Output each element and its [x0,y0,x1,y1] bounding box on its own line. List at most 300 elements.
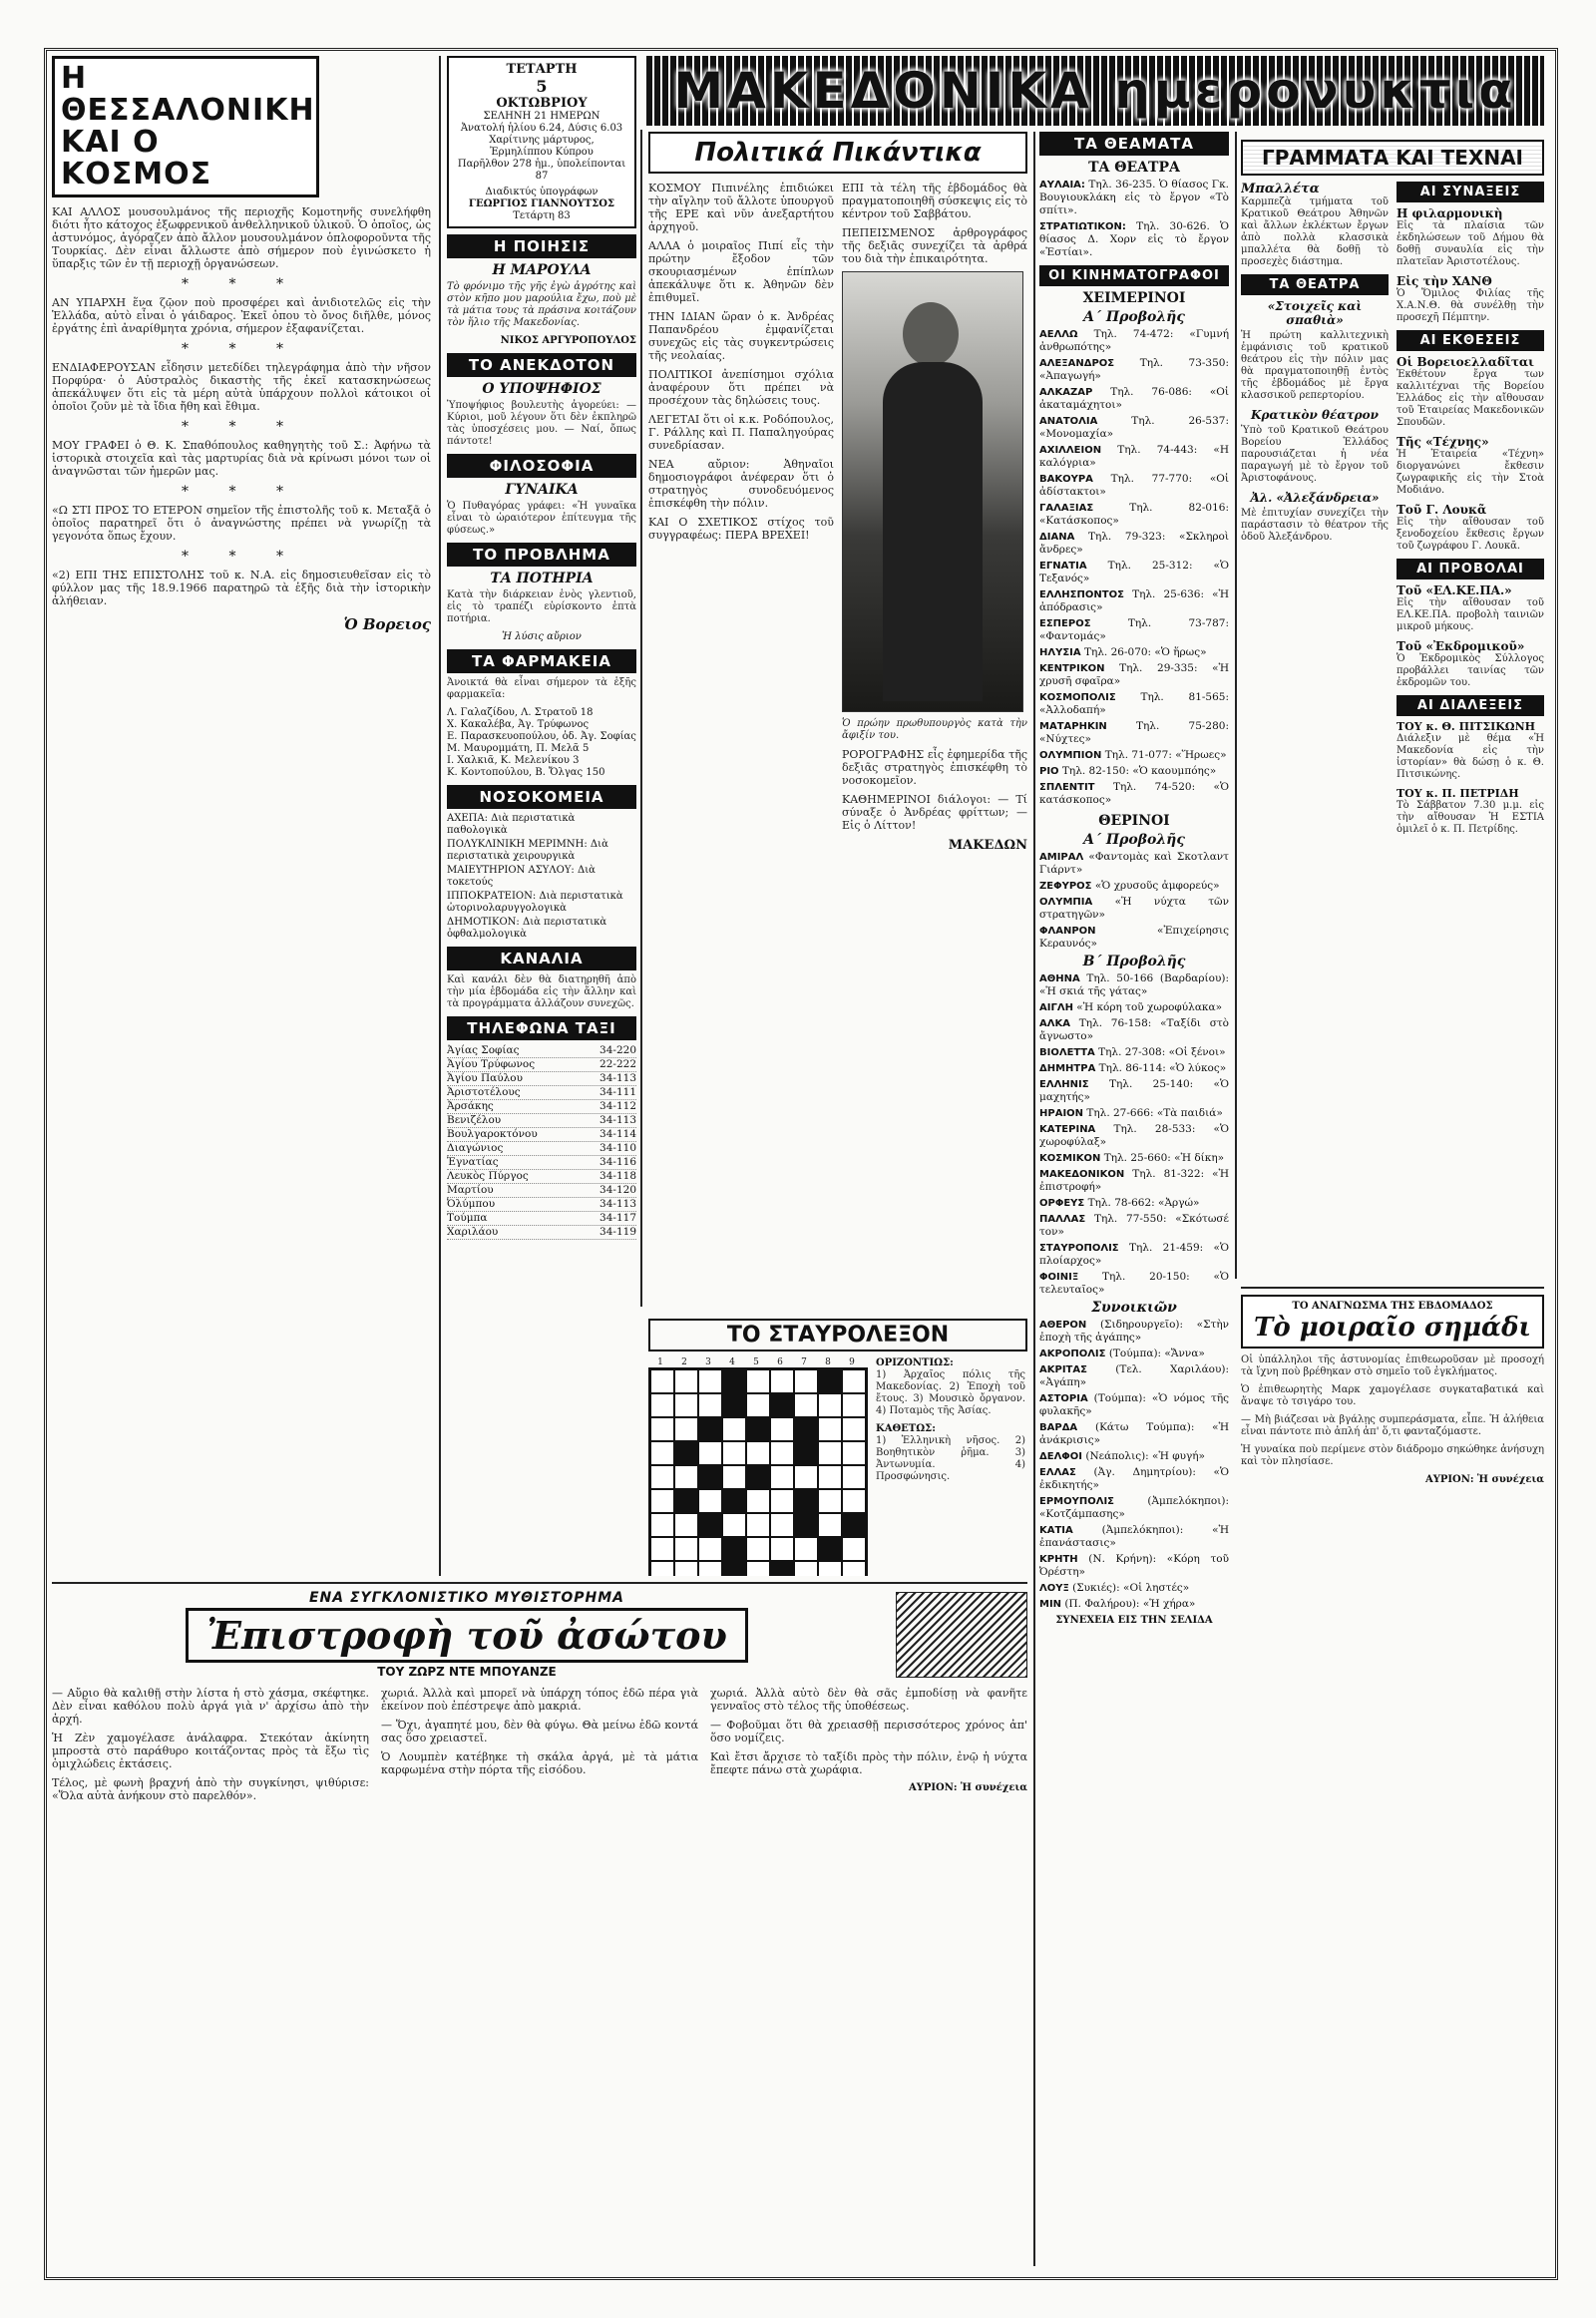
crossword-cell [650,1561,674,1576]
crossword-cell [842,1465,866,1489]
politics-paragraph: ΕΠΙ τὰ τέλη τῆς ἑβδομάδος θὰ πραγματοποιηθῆ σύσκεψις εἰς τὸ κέντρον τοῦ Σαββάτου. [842,182,1027,220]
crossword-cell [818,1513,842,1537]
meetings-title-1: Η φιλαρμονικὴ [1396,206,1503,220]
taxi-stand-number: 34-119 [599,1226,636,1238]
photo-figure [903,302,959,366]
crossword-cell [842,1417,866,1441]
summer-cinema-item-name: ΦΛΑΝΡΟΝ [1039,926,1096,937]
date-day: ΤΕΤΑΡΤΗ [506,62,578,77]
crossword-cell [770,1369,794,1393]
suburb-cinema-item-name: ΔΕΛΦΟΙ [1039,1451,1083,1462]
problem-heading: ΤΟ ΠΡΟΒΛΗΜΑ [447,543,636,567]
second-run-cinema-item-text: Τηλ. 78-662: «Ἀργώ» [1087,1197,1200,1209]
crossword-cell [770,1465,794,1489]
crossword-cell [674,1537,698,1561]
crossword-black-cell [770,1393,794,1417]
crossword-cell [770,1489,794,1513]
politics-paragraph: ΛΕΓΕΤΑΙ ὅτι οἱ κ.κ. Ροδόπουλος, Γ. Ράλλης καὶ Π. Παπαληγούρας συνεδρίασαν. [648,413,834,452]
crossword-black-cell [794,1417,818,1441]
crossword-cell [674,1393,698,1417]
politics-section [648,132,1027,1309]
channels-text: Καὶ κανάλι δὲν θὰ διατηρηθῆ ἀπὸ τὴν μία ἑβδομάδα εἰς τὴν ἄλλην καὶ τὰ προγράμματα ἀλλάζουν συνεχῶς. [447,974,636,1009]
crossword-cell [698,1489,722,1513]
taxi-stand-number: 34-113 [599,1198,636,1210]
serial-banner [52,1590,1027,1679]
crossword-horizontal-clues: 1) Ἀρχαῖος πόλις τῆς Μακεδονίας. 2) Ἐποχὴ τοῦ ἔτους. 3) Μουσικὸ ὄργανον. 4) Ποταμὸς τῆς Ἀσίας. [876,1369,1025,1416]
suburb-cinema-item [1039,1319,1229,1345]
politics-paragraph: ΡΟΡΟΓΡΑΦΗΣ εἶς ἐφημερίδα τῆς δεξιᾶς στρατηγὸς ἐπισκέφθη τὸ νοσοκομεῖον. [842,748,1027,787]
serial-paragraph: Τέλος, μὲ φωνὴ βραχνή ἀπὸ τὴν συγκίνησι, ψιθύρισε: «Ὅλα αὐτὰ ἀνήκουν στὸ παρελθόν». [52,1776,369,1802]
anecdote-heading: ΤΟ ΑΝΕΚΔΟΤΟΝ [447,353,636,377]
crossword-col-number: 9 [849,1357,855,1367]
politics-heading: Πολιτικά Πικάντικα [648,132,1027,174]
politics-paragraph: ΑΛΛΑ ὁ μοιραῖος Πιπί εἶς τὴν πρώτην ἔξοδον τῶν σκουριασμένων ἐπίπλων ἀπεκάλυψε ὅτι κ. Ἀθηνῶν δὲν ἐπιθυμεῖ. [648,239,834,304]
theater-item-name: ΣΤΡΑΤΙΩΤΙΚΟΝ: [1039,221,1126,232]
problem-title: ΤΑ ΠΟΤΗΡΙΑ [490,571,594,586]
ballet-text: Καρμπεζὰ τμήματα τοῦ Κρατικοῦ Θεάτρου Ἀθηνῶν καὶ ἄλλων ἐκλέκτων ἔργων ἀπὸ πολλὰ κλασσικὰ μπαλλέτα θὰ δοθῇ τὸ προσεχὲς διάστημα. [1241,196,1389,267]
cinema-list [1039,328,1229,807]
first-run-heading: Α΄ Προβολῆς [1083,309,1185,325]
cinema-item [1039,502,1229,528]
serial-title: Ἐπιστροφὴ τοῦ ἀσώτου [186,1608,748,1663]
politics-paragraph: ΠΟΛΙΤΙΚΟΙ ἀνεπίσημοι σχόλια ἀναφέρουν ὅτι πρέπει νὰ προσέχουν τὰς δηλώσεις τους. [648,368,834,407]
weekly-reading-banner [1241,1295,1544,1349]
summer-cinema-item [1039,896,1229,922]
pharmacy-item: Λ. Γαλαζίδου, Λ. Στρατοῦ 18 [447,707,594,718]
serial-paragraph: — Αὔριο θὰ καλιθῇ στὴν λίστα ἡ στὸ χάσμα, σκέφτηκε. Δὲν εἶναι καθόλου πολὺ ἀργά γιὰ ν' ἀρχίσω ἀπὸ τὴν ἀρχή. [52,1687,369,1726]
summer-cinema-item-name: ΟΛΥΜΠΙΑ [1039,897,1093,908]
crossword-black-cell [842,1513,866,1537]
crossword-cell [698,1561,722,1576]
crossword-col-number: 5 [753,1357,759,1367]
suburb-cinema-item-name: ΛΟΥΞ [1039,1583,1069,1594]
second-run-cinema-item-name: ΑΘΗΝΑ [1039,973,1080,984]
taxi-stand-number: 34-113 [599,1114,636,1126]
second-run-cinema-item [1039,1107,1229,1120]
serial-novel-section [52,1590,1027,2266]
lectures-text-2: Τὸ Σάββατον 7.30 μ.μ. εἰς τὴν αἴθουσαν Ἡ ΕΣΤΙΑ ὁμιλεῖ ὁ κ. Π. Πετρίδης. [1396,800,1544,835]
lectures-title: ΤΟΥ κ. Θ. ΠΙΤΣΙΚΩΝΗ [1396,720,1536,733]
taxi-stand-name: Ἐγνατίας [447,1156,499,1168]
politics-paragraph: ΤΗΝ ΙΔΙΑΝ ὥραν ὁ κ. Ἀνδρέας Παπανδρέου ἐμφανίζεται συνεχῶς εἰς τὰς συγκεντρώσεις τῆς νεολαίας. [648,310,834,362]
weekly-reading-section [1241,1287,1544,2268]
crossword-cell [746,1537,770,1561]
second-run-cinema-item [1039,1062,1229,1075]
theatre-text-2: Ὑπὸ τοῦ Κρατικοῦ Θεάτρου Βορείου Ἑλλάδος παρουσιάζεται ἡ νέα παραγωγή μὲ τὸ ἔργον τοῦ Ἀριστοφάνους. [1241,425,1389,484]
serial-paragraph: — Φοβοῦμαι ὅτι θὰ χρειασθῇ περισσότερος χρόνος ἀπ' ὅσο νομίζεις. [710,1719,1027,1744]
left-paragraph-4: ΜΟΥ ΓΡΑΦΕΙ ὁ Θ. Κ. Σπαθόπουλος καθηγητὴς τοῦ Σ.: Ἀφήνω τὰ ἱστορικὰ στοιχεῖα καὶ τὰς μαρτυρίας διὰ νὰ κρίνωσι μόνοι των οἱ ἀναγνῶσται τῶν ἡμερῶν μας. [52,439,431,478]
taxi-stand-name: Διαγώνιος [447,1142,504,1154]
problem-answer-note: Ἡ λύσις αὔριον [502,631,582,642]
crossword-cell [698,1537,722,1561]
pharmacy-item: Χ. Κακαλέβα, Ἀγ. Τρύφωνος [447,719,590,730]
second-run-cinema-item-text: Τηλ. 27-666: «Τὰ παιδιά» [1086,1107,1223,1119]
cinema-item [1039,386,1229,412]
second-run-cinema-item-name: ΒΙΟΛΕΤΤΑ [1039,1047,1095,1058]
crossword-black-cell [722,1489,746,1513]
photo-figure-body [883,362,983,701]
politics-signature: ΜΑΚΕΔΩΝ [948,838,1027,853]
cinema-item [1039,588,1229,614]
taxi-stand-number: 34-113 [599,1072,636,1084]
taxi-phone-row [447,1072,636,1086]
separator-stars: * * * [182,341,301,357]
theater-item [1039,220,1229,259]
cinema-item-text: Τηλ. 26-537: «Μονομαχία» [1039,415,1229,440]
crossword-black-cell [818,1537,842,1561]
cinema-item [1039,749,1229,762]
date-box [447,56,636,228]
serial-continued: ΑΥΡΙΟΝ: Ἡ συνέχεια [908,1782,1027,1793]
cinema-item-text: Τηλ. 77-770: «Οἱ ἀδίστακτοι» [1039,473,1229,498]
summer-cinema-item [1039,880,1229,893]
lectures-title-2: ΤΟΥ κ. Π. ΠΕΤΡΙΔΗ [1396,787,1519,800]
cinema-item-text: Τηλ. 81-565: «Ἀλλοδαπή» [1039,691,1229,716]
screenings-title-1: Τοῦ «ΕΛ.ΚΕ.ΠΑ.» [1396,583,1512,597]
left-column [52,56,431,1576]
weekly-reading-continued: ΑΥΡΙΟΝ: Ἡ συνέχεια [1424,1474,1544,1485]
second-run-cinema-item-name: ΑΛΚΑ [1039,1018,1070,1029]
suburbs-heading: Συνοικιῶν [1091,1300,1177,1316]
crossword-col-numbers [648,1357,864,1367]
second-run-cinema-item-text: Τηλ. 50-166 (Βαρδαρίου): «Ἡ σκιά τῆς γάτας» [1039,972,1229,997]
cinema-item-text: Τηλ. 26-070: «Ὁ ἥρως» [1083,646,1207,658]
separator-stars: * * * [182,419,301,435]
meetings-text-1: Εἰς τὰ πλαίσια τῶν ἐκδηλώσεων τοῦ Δήμου θὰ δοθῇ συναυλία εἰς τὴν πλατεῖαν Ἀριστοτέλους. [1396,220,1544,267]
second-run-cinema-item-text: «Ἡ κόρη τοῦ χωροφύλακα» [1076,1001,1222,1013]
exhibits-text-3: Εἰς τὴν αἴθουσαν τοῦ ξενοδοχείου ἔκθεσις ἔργων τοῦ ζωγράφου Γ. Λουκᾶ. [1396,517,1544,552]
suburb-cinema-list [1039,1319,1229,1611]
letters-arts-column [1241,140,1544,1277]
crossword-cell [746,1441,770,1465]
taxi-phone-row [447,1100,636,1114]
crossword-black-cell [770,1561,794,1576]
cinema-item-name: ΑΧΙΛΛΕΙΟΝ [1039,445,1102,456]
crossword-cell [650,1489,674,1513]
left-paragraph-3: ΕΝΔΙΑΦΕΡΟΥΣΑΝ εἶδησιν μετεδίδει τηλεγράφημα ἀπὸ τὴν νῆσον Πορφύρα· ὁ Αὐστραλὸς δικαστὴς τῆς ἐκεῖ κατασκηνώσεως ἀπεκάλυψεν ὅτι εἰς τὰ μέρη αὐτὰ ὑπάρχουν πολλοὶ κάτοικοι οἱ ὁποῖοι ζοῦν μὲ τὰ ἴδια ἤθη καὶ ἔθιμα. [52,361,431,413]
taxi-stand-name: Ἀρσάκης [447,1100,494,1112]
cinema-item-text: Τηλ. 76-086: «Οἱ ἀκαταμάχητοι» [1039,386,1229,411]
second-run-cinema-item-name: ΔΗΜΗΤΡΑ [1039,1063,1096,1074]
poem-author: ΝΙΚΟΣ ΑΡΓΥΡΟΠΟΥΛΟΣ [500,335,636,346]
suburb-cinema-item [1039,1582,1229,1595]
crossword-cell [842,1537,866,1561]
philosophy-text: Ὁ Πυθαγόρας γράφει: «Ἡ γυναῖκα εἶναι τὸ ὡραιότερον ἐπίτευγμα τῆς φύσεως.» [447,501,636,536]
left-paragraph-6: «2) ΕΠΙ ΤΗΣ ΕΠΙΣΤΟΛΗΣ τοῦ κ. Ν.Α. εἰς δημοσιευθεῖσαν εἰς τὸ φύλλον μας τῆς 18.9.1966 παρατηρῶ τὰ ἑξῆς διὰ τὴν ἱστορικὴν ἀλήθειαν. [52,569,431,607]
taxi-stand-name: Ἀριστοτέλους [447,1086,521,1098]
second-run-cinema-item-text: Τηλ. 76-158: «Ταξίδι στὸ ἄγνωστο» [1039,1017,1229,1042]
cinema-item [1039,444,1229,470]
second-run-cinema-item-name: ΚΑΤΕΡΙΝΑ [1039,1124,1096,1135]
taxi-phone-row [447,1226,636,1240]
crossword-cell [650,1465,674,1489]
left-paragraph-5: «Ω ΣΤΙ ΠΡΟΣ ΤΟ ΕΤΕΡΟΝ σημεῖον τῆς ἐπιστολῆς τοῦ κ. Μεταξᾶ ὁ ὁποῖος παρατηρεῖ ὅτι ὁ ἀναγνώστης πρέπει νὰ γνωρίζῃ τὰ γεγονότα ὅπως ἔχουν. [52,504,431,543]
cinema-item-name: ΟΛΥΜΠΙΟΝ [1039,750,1102,761]
politics-paragraph: ΚΑΘΗΜΕΡΙΝΟΙ διάλογοι: — Τί σύναξε ὁ Ἀνδρέας φρίττων; — Εἰς ὁ Λίττον! [842,793,1027,832]
second-run-cinema-item-text: Τηλ. 81-322: «Ἡ ἐπιστροφή» [1039,1168,1229,1193]
taxi-stand-number: 34-118 [599,1170,636,1182]
crossword-cell [794,1369,818,1393]
suburb-cinema-item-name: ΑΣΤΟΡΙΑ [1039,1393,1088,1404]
serial-illustration [896,1592,1027,1678]
cinema-item [1039,781,1229,807]
summer-cinemas-heading: ΘΕΡΙΝΟΙ [1098,813,1170,829]
crossword-section [648,1319,1027,1576]
taxi-stand-number: 34-112 [599,1100,636,1112]
suburb-cinema-item-name: ΑΚΡΟΠΟΛΙΣ [1039,1349,1106,1359]
crossword-black-cell [746,1417,770,1441]
column-rule [1033,132,1035,2266]
hospitals-heading: ΝΟΣΟΚΟΜΕΙΑ [447,785,636,809]
summer-cinema-item [1039,851,1229,877]
poem-text: Τὸ φρόνιμο τῆς γῆς ἐγὼ ἀγρότης καὶ στὸν κῆπο μου μαρούλια ἔχω, ποὺ μὲ τὰ μάτια τους τὰ πράσινα κοιτάζουν τὸν ἥλιο τῆς Μακεδονίας. [447,281,636,328]
second-run-cinema-item [1039,1242,1229,1268]
crossword-vertical-clues: 1) Ἑλληνικὴ νῆσος. 2) Βοηθητικὸν ῥῆμα. 3) Ἀντωνυμία. 4) Προσφώνησις. [876,1435,1025,1482]
second-run-cinema-item-name: ΑΙΓΛΗ [1039,1002,1073,1013]
hospital-item: ΑΧΕΠΑ: Διὰ περιστατικὰ παθολογικὰ [447,813,576,836]
crossword-cell [842,1561,866,1576]
second-run-cinema-item-text: Τηλ. 25-660: «Ἡ δίκη» [1103,1152,1225,1164]
lectures-text: Διάλεξιν μὲ θέμα «Ἡ Μακεδονία εἰς τὴν ἱστορίαν» θὰ δώσῃ ὁ κ. Θ. Πιτσικώνης. [1396,733,1544,780]
second-run-cinema-item-name: ΟΡΦΕΥΣ [1039,1198,1085,1209]
suburb-cinema-item [1039,1392,1229,1418]
letters-arts-heading: ΓΡΑΜΜΑΤΑ ΚΑΙ ΤΕΧΝΑΙ [1241,140,1544,176]
summer-cinema-item-text: «Ἡ νύχτα τῶν στρατηγῶν» [1039,896,1229,921]
taxi-stand-name: Ἀγίου Τρύφωνος [447,1058,536,1070]
second-run-cinema-item-name: ΣΤΑΥΡΟΠΟΛΙΣ [1039,1243,1119,1254]
crossword-horizontal-heading: ΟΡΙΖΟΝΤΙΩΣ: [876,1357,954,1368]
crossword-black-cell [794,1489,818,1513]
crossword-cell [650,1537,674,1561]
date-number: 5 [536,77,548,96]
cinema-item-text: Τηλ. 82-150: «Ὁ καουμπόης» [1061,765,1217,777]
hospital-item: ΜΑΙΕΥΤΗΡΙΟΝ ΑΣΥΛΟΥ: Διὰ τοκετούς [447,865,596,888]
crossword-cell [842,1441,866,1465]
crossword-cell [746,1369,770,1393]
taxi-phone-row [447,1142,636,1156]
cinema-item [1039,720,1229,746]
suburb-cinema-item-text: (Τελ. Χαριλάου): «Ἀγάπη» [1039,1363,1229,1388]
column-rule [640,130,642,1307]
center-left-column [447,56,636,1576]
crossword-black-cell [698,1417,722,1441]
column-rule [1235,132,1237,1279]
crossword-col-number: 6 [777,1357,783,1367]
second-run-cinema-item-text: Τηλ. 77-550: «Σκότωσέ τον» [1039,1213,1229,1238]
taxi-stand-number: 34-111 [599,1086,636,1098]
second-run-cinema-item [1039,1197,1229,1210]
crossword-cell [746,1561,770,1576]
serial-kicker: ΕΝΑ ΣΥΓΚΛΟΝΙΣΤΙΚΟ ΜΥΘΙΣΤΟΡΗΜΑ [308,1590,624,1606]
taxi-stand-number: 34-116 [599,1156,636,1168]
cinema-item [1039,328,1229,354]
section-rule [52,1582,1027,1584]
ballet-title: Μπαλλέτα [1241,182,1320,196]
masthead [646,56,1544,126]
suburb-cinema-item-text: (Ἀγ. Δημητρίου): «Ὁ ἐκδικητής» [1039,1466,1229,1491]
exhibits-heading: ΑΙ ΕΚΘΕΣΕΙΣ [1396,330,1544,351]
masthead-title: ΜΑΚΕΔΟΝΙΚΑ ημερονυκτια [673,62,1517,120]
crossword-cell [722,1513,746,1537]
second-run-cinema-item-name: ΜΑΚΕΔΟΝΙΚΟΝ [1039,1169,1125,1180]
crossword-cell [842,1489,866,1513]
politician-photo [842,271,1023,712]
crossword-cell [746,1393,770,1417]
cinema-item-name: ΕΓΝΑΤΙΑ [1039,561,1087,572]
suburb-cinema-item-text: (Π. Φαλήρου): «Ἡ χήρα» [1064,1598,1196,1610]
crossword-vertical-heading: ΚΑΘΕΤΩΣ: [876,1423,936,1434]
second-run-cinema-item [1039,1017,1229,1043]
crossword-col-number: 3 [705,1357,711,1367]
cinema-item-text: Τηλ. 73-787: «Φαντομάς» [1039,617,1229,642]
crossword-cell [818,1561,842,1576]
exhibits-title-1: Οἱ Βορειοελλαδῖται [1396,355,1534,369]
poems-heading: Η ΠΟΙΗΣΙΣ [447,234,636,258]
second-run-cinema-item-name: ΗΡΑΙΟΝ [1039,1108,1084,1119]
theaters-subheading: ΤΑ ΘΕΑΤΡΑ [1088,160,1180,176]
taxi-stand-name: Ὀλύμπου [447,1198,496,1210]
crossword-cell [770,1441,794,1465]
continued-note: ΣΥΝΕΧΕΙΑ ΕΙΣ ΤΗΝ ΣΕΛΙΔΑ [1055,1615,1213,1626]
crossword-cell [818,1417,842,1441]
cinema-item-name: ΚΕΝΤΡΙΚΟΝ [1039,663,1105,674]
alex-title: Ἀλ. «Ἀλεξάνδρεια» [1250,491,1380,505]
cinema-item-text: Τηλ. 82-016: «Κατάσκοπος» [1039,502,1229,527]
suburb-cinema-item-text: (Νεάπολις): «Ἡ φυγή» [1085,1450,1205,1462]
crossword-black-cell [722,1561,746,1576]
crossword-cell [794,1465,818,1489]
separator-stars: * * * [182,549,301,565]
crossword-black-cell [818,1369,842,1393]
crossword-cell [794,1537,818,1561]
date-line: Ἐρμηλίππου Κύπρου [490,147,594,158]
taxi-stand-name: Ἀγίου Παύλου [447,1072,524,1084]
cinema-item-name: ΔΙΑΝΑ [1039,532,1075,543]
pharmacy-item: Μ. Μαυρομμάτη, Π. Μελᾶ 5 [447,743,590,754]
photo-caption: Ὁ πρώην πρωθυπουργὸς κατὰ τὴν ἄφιξίν του. [842,718,1027,741]
anecdote-title: Ο ΥΠΟΨΗΦΙΟΣ [482,381,601,397]
crossword-col-number: 1 [657,1357,663,1367]
left-paragraph-2: ΑΝ ΥΠΑΡΧΗ ἕνα ζῷον ποὺ προσφέρει καὶ ἀνιδιοτελῶς εἰς τὴν Ἑλλάδα, αὐτὸ εἶναι ὁ γάιδαρος. Ἐκεῖ ὁπου τὸ ὄνος διῆλθε, μόνος ἐργάτης ἐπὶ ἀναρίθμητα χρόνια, σήμερον ἐξαφανίζεται. [52,296,431,335]
theatre-title-2: Κρατικὸν θέατρον [1251,408,1379,422]
cinema-item-name: ΒΑΚΟΥΡΑ [1039,474,1093,485]
serial-author: ΤΟΥ ΖΩΡΖ ΝΤΕ ΜΠΟΥΑΝΖΕ [377,1665,557,1679]
screenings-title-2: Τοῦ «Ἐκδρομικοῦ» [1396,639,1525,653]
crossword-black-cell [722,1537,746,1561]
politics-paragraph: ΠΕΠΕΙΣΜΕΝΟΣ ἀρθρογράφος τῆς δεξιᾶς συνεχίζει τὰ ἀρθρά του διὰ τὴν ἐπικαιρότητα. [842,226,1027,265]
screenings-text-1: Εἰς τὴν αἴθουσαν τοῦ ΕΛ.ΚΕ.ΠΑ. προβολὴ ταινιῶν μικροῦ μήκους. [1396,597,1544,632]
serial-paragraph: Ὁ Λουμπὲν κατέβηκε τὴ σκάλα ἀργά, μὲ τὰ μάτια καρφωμένα στὴν πόρτα τῆς εἰσόδου. [381,1750,698,1776]
suburb-cinema-item-text: (Σιδηρουργεῖο): «Στὴν ἐποχὴ τῆς ἀγάπης» [1039,1319,1229,1344]
suburb-cinema-item-text: (Τούμπα): «Ἄννα» [1108,1348,1205,1359]
cinema-item [1039,357,1229,383]
pharmacy-item: Ε. Παρασκευοπούλου, ὁδ. Ἀγ. Σοφίας [447,731,636,742]
crossword-black-cell [746,1465,770,1489]
weekly-reading-title: Τὸ μοιραῖο σημάδι [1253,1313,1531,1343]
cinema-item-name: ΕΣΠΕΡΟΣ [1039,618,1091,629]
pharmacies-intro: Ἀνοικτά θὰ εἶναι σήμερον τὰ ἑξῆς φαρμακεῖα: [447,677,636,700]
crossword-cell [650,1513,674,1537]
second-run-cinema-item [1039,972,1229,998]
cinema-item [1039,617,1229,643]
cinema-item [1039,691,1229,717]
left-title-text: Η ΘΕΣΣΑΛΟΝΙΚΗ ΚΑΙ Ο ΚΟΣΜΟΣ [61,61,315,192]
cinema-item-name: ΑΛΕΞΑΝΔΡΟΣ [1039,358,1115,369]
poem-title: Η ΜΑΡΟΥΛΑ [492,262,592,278]
crossword-cell [746,1513,770,1537]
cinema-item-name: ΕΛΛΗΣΠΟΝΤΟΣ [1039,589,1124,600]
suburb-cinema-item [1039,1363,1229,1389]
crossword-col-number: 7 [801,1357,807,1367]
crossword-cell [674,1465,698,1489]
taxi-stand-name: Τούμπα [447,1212,488,1224]
hospital-item: ΔΗΜΟΤΙΚΟΝ: Διὰ περιστατικὰ ὀφθαλμολογικὰ [447,917,607,940]
suburb-cinema-item-text: (Τούμπα): «Ὁ νόμος τῆς φυλακῆς» [1039,1392,1229,1417]
second-run-cinema-list [1039,972,1229,1297]
taxi-phone-row [447,1184,636,1198]
cinema-item [1039,662,1229,688]
cinema-item-name: ΗΛΥΣΙΑ [1039,647,1081,658]
pharmacies-heading: ΤΑ ΦΑΡΜΑΚΕΙΑ [447,649,636,673]
crossword-cell [674,1561,698,1576]
crossword-cell [818,1441,842,1465]
crossword-cell [698,1441,722,1465]
second-run-cinema-item-text: Τηλ. 20-150: «Ὁ τελευταῖος» [1039,1271,1229,1296]
summer-cinema-list [1039,851,1229,951]
suburb-cinema-item-text: (Ἀμπελόκηποι): «Κοτζάμπασης» [1039,1495,1229,1520]
second-run-heading: Β΄ Προβολῆς [1082,954,1186,969]
crossword-cell [722,1441,746,1465]
crossword-cell [722,1417,746,1441]
crossword-heading: ΤΟ ΣΤΑΥΡΟΛΕΞΟΝ [648,1319,1027,1352]
suburb-cinema-item-text: (Κάτω Τούμπα): «Ἡ ἀνάκρισις» [1039,1421,1229,1446]
theater-item-name: ΑΥΛΑΙΑ: [1039,180,1085,191]
cinema-item [1039,646,1229,659]
second-run-cinema-item-name: ΚΟΣΜΙΚΟΝ [1039,1153,1101,1164]
crossword-cell [818,1465,842,1489]
second-run-cinema-item [1039,1123,1229,1149]
lectures-heading: ΑΙ ΔΙΑΛΕΞΕΙΣ [1396,695,1544,716]
exhibits-title-3: Τοῦ Γ. Λουκᾶ [1396,503,1487,517]
date-line: Ἀνατολή ἡλίου 6.24, Δύσις 6.03 [460,123,623,134]
date-line: Χαρίτινης μάρτυρος, [489,135,595,146]
philosophy-heading: ΦΙΛΟΣΟΦΙΑ [447,454,636,478]
crossword-cell [722,1465,746,1489]
crossword-cell [794,1393,818,1417]
exhibits-title-2: Τῆς «Τέχνης» [1396,435,1489,449]
taxi-stand-name: Μαρτίου [447,1184,494,1196]
date-line: Διαδικτύς ὑπογράφων [485,187,598,197]
cinema-item-text: Τηλ. 74-472: «Γυμνή ἀνθρωπότης» [1039,328,1229,353]
alex-text: Μὲ ἐπιτυχίαν συνεχίζει τὴν παράστασιν τὸ θέατρον τῆς ὁδοῦ Ἀλεξάνδρου. [1241,508,1389,543]
weekly-reading-paragraph: — Μὴ βιάζεσαι νὰ βγάλῃς συμπεράσματα, εἶπε. Ἡ ἀλήθεια εἶναι πάντοτε πιὸ ἁπλή ἀπ' ὅ,τι φανταζόμαστε. [1241,1414,1544,1437]
pharmacy-item: Κ. Κοντοπούλου, Β. Ὄλγας 150 [447,767,605,778]
crossword-black-cell [794,1513,818,1537]
weekly-reading-paragraph: Οἱ ὑπάλληλοι τῆς ἀστυνομίας ἐπιθεωροῦσαν μὲ προσοχή τὰ ἴχνη ποὺ βρέθηκαν στὸ σημεῖο τοῦ ἐγκλήματος. [1241,1354,1544,1377]
summer-cinema-item-text: «Ὁ χρυσοῦς ἀμφορεύς» [1094,880,1220,892]
suburb-cinema-item [1039,1421,1229,1447]
theater-list [1039,179,1229,259]
crossword-cell [818,1393,842,1417]
taxi-phone-row [447,1212,636,1226]
crossword-cell [650,1417,674,1441]
suburb-cinema-item [1039,1348,1229,1360]
crossword-black-cell [698,1465,722,1489]
taxi-stand-name: Βενιζέλου [447,1114,502,1126]
cinema-item-text: Τηλ. 29-335: «Ἡ χρυσῆ σφαῖρα» [1039,662,1229,687]
suburb-cinema-item [1039,1524,1229,1550]
suburb-cinema-item-name: ΚΡΗΤΗ [1039,1554,1078,1565]
